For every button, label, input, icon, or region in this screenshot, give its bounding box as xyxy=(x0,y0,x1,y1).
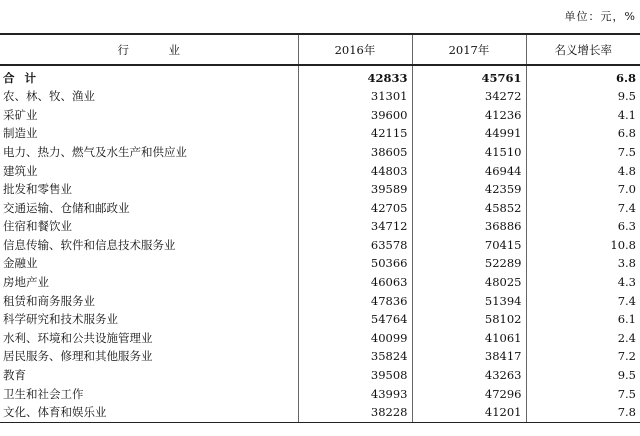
unit-label: 单位：元，% xyxy=(564,10,636,23)
value-2017: 36886 xyxy=(412,218,526,237)
value-2017: 45852 xyxy=(412,199,526,218)
table-row xyxy=(0,199,640,218)
value-2017: 48025 xyxy=(412,274,526,293)
industry-name: 交通运输、仓储和邮政业 xyxy=(3,200,130,215)
value-2016: 35824 xyxy=(298,348,412,367)
growth-rate: 7.2 xyxy=(526,348,640,367)
industry-name: 采矿业 xyxy=(3,107,38,122)
total-growth: 6.8 xyxy=(526,65,640,88)
industry-name: 金融业 xyxy=(3,256,38,271)
table-header xyxy=(0,34,640,65)
industry-name: 电力、热力、燃气及水生产和供应业 xyxy=(3,144,187,159)
table-body xyxy=(0,65,640,423)
value-2016: 50366 xyxy=(298,255,412,274)
growth-rate: 10.8 xyxy=(526,236,640,255)
table-row xyxy=(0,218,640,237)
value-2016: 31301 xyxy=(298,88,412,107)
table-row xyxy=(0,311,640,330)
value-2016: 47836 xyxy=(298,292,412,311)
growth-rate: 7.0 xyxy=(526,181,640,200)
value-2016: 54764 xyxy=(298,311,412,330)
total-row xyxy=(0,65,640,88)
growth-rate: 4.1 xyxy=(526,106,640,125)
industry-name: 建筑业 xyxy=(3,163,38,178)
growth-rate: 4.3 xyxy=(526,274,640,293)
growth-rate: 2.4 xyxy=(526,329,640,348)
value-2016: 63578 xyxy=(298,236,412,255)
table-row xyxy=(0,292,640,311)
value-2016: 42705 xyxy=(298,199,412,218)
industry-name: 居民服务、修理和其他服务业 xyxy=(3,349,153,364)
table-row xyxy=(0,404,640,423)
growth-rate: 6.8 xyxy=(526,125,640,144)
value-2017: 42359 xyxy=(412,181,526,200)
growth-rate: 6.1 xyxy=(526,311,640,330)
industry-name: 农、林、牧、渔业 xyxy=(3,89,95,104)
value-2016: 42115 xyxy=(298,125,412,144)
growth-rate: 6.3 xyxy=(526,218,640,237)
value-2016: 44803 xyxy=(298,162,412,181)
table-row xyxy=(0,385,640,404)
table-row xyxy=(0,255,640,274)
industry-name: 住宿和餐饮业 xyxy=(3,219,72,234)
table-row xyxy=(0,329,640,348)
value-2016: 39508 xyxy=(298,367,412,386)
value-2017: 51394 xyxy=(412,292,526,311)
value-2017: 70415 xyxy=(412,236,526,255)
table-row xyxy=(0,236,640,255)
value-2016: 46063 xyxy=(298,274,412,293)
value-2016: 39600 xyxy=(298,106,412,125)
value-2017: 41236 xyxy=(412,106,526,125)
value-2016: 40099 xyxy=(298,329,412,348)
value-2017: 41201 xyxy=(412,404,526,423)
header-2017: 2017年 xyxy=(412,34,526,65)
table-row xyxy=(0,181,640,200)
value-2017: 52289 xyxy=(412,255,526,274)
header-industry: 行 业 xyxy=(0,34,298,65)
value-2016: 39589 xyxy=(298,181,412,200)
table-row xyxy=(0,106,640,125)
table-row xyxy=(0,367,640,386)
industry-name: 文化、体育和娱乐业 xyxy=(0,404,298,423)
industry-name: 卫生和社会工作 xyxy=(3,386,84,401)
value-2017: 41061 xyxy=(412,329,526,348)
table-row xyxy=(0,162,640,181)
header-2016: 2016年 xyxy=(298,34,412,65)
industry-name: 制造业 xyxy=(3,126,38,141)
total-2016: 42833 xyxy=(298,65,412,88)
value-2017: 44991 xyxy=(412,125,526,144)
value-2017: 58102 xyxy=(412,311,526,330)
table-row xyxy=(0,88,640,107)
wage-table xyxy=(0,33,640,423)
table-row xyxy=(0,274,640,293)
table-row xyxy=(0,348,640,367)
industry-name: 房地产业 xyxy=(3,275,49,290)
growth-rate: 7.5 xyxy=(526,143,640,162)
industry-name: 批发和零售业 xyxy=(3,182,72,197)
industry-name: 租赁和商务服务业 xyxy=(3,293,95,308)
header-growth: 名义增长率 xyxy=(526,34,640,65)
value-2017: 34272 xyxy=(412,88,526,107)
growth-rate: 9.5 xyxy=(526,367,640,386)
table-row xyxy=(0,143,640,162)
total-name: 合计 xyxy=(3,70,46,85)
value-2016: 38228 xyxy=(298,404,412,423)
growth-rate: 7.5 xyxy=(526,385,640,404)
value-2016: 38605 xyxy=(298,143,412,162)
growth-rate: 7.4 xyxy=(526,292,640,311)
value-2016: 34712 xyxy=(298,218,412,237)
growth-rate: 4.8 xyxy=(526,162,640,181)
industry-name: 科学研究和技术服务业 xyxy=(3,312,118,327)
value-2017: 41510 xyxy=(412,143,526,162)
value-2017: 38417 xyxy=(412,348,526,367)
total-2017: 45761 xyxy=(412,65,526,88)
value-2017: 46944 xyxy=(412,162,526,181)
growth-rate: 3.8 xyxy=(526,255,640,274)
growth-rate: 7.8 xyxy=(526,404,640,423)
value-2017: 43263 xyxy=(412,367,526,386)
growth-rate: 7.4 xyxy=(526,199,640,218)
industry-name: 教育 xyxy=(3,368,26,383)
value-2016: 43993 xyxy=(298,385,412,404)
growth-rate: 9.5 xyxy=(526,88,640,107)
industry-name: 水利、环境和公共设施管理业 xyxy=(3,330,153,345)
value-2017: 47296 xyxy=(412,385,526,404)
table-row xyxy=(0,125,640,144)
header-row xyxy=(0,34,640,65)
industry-name: 信息传输、软件和信息技术服务业 xyxy=(3,237,176,252)
